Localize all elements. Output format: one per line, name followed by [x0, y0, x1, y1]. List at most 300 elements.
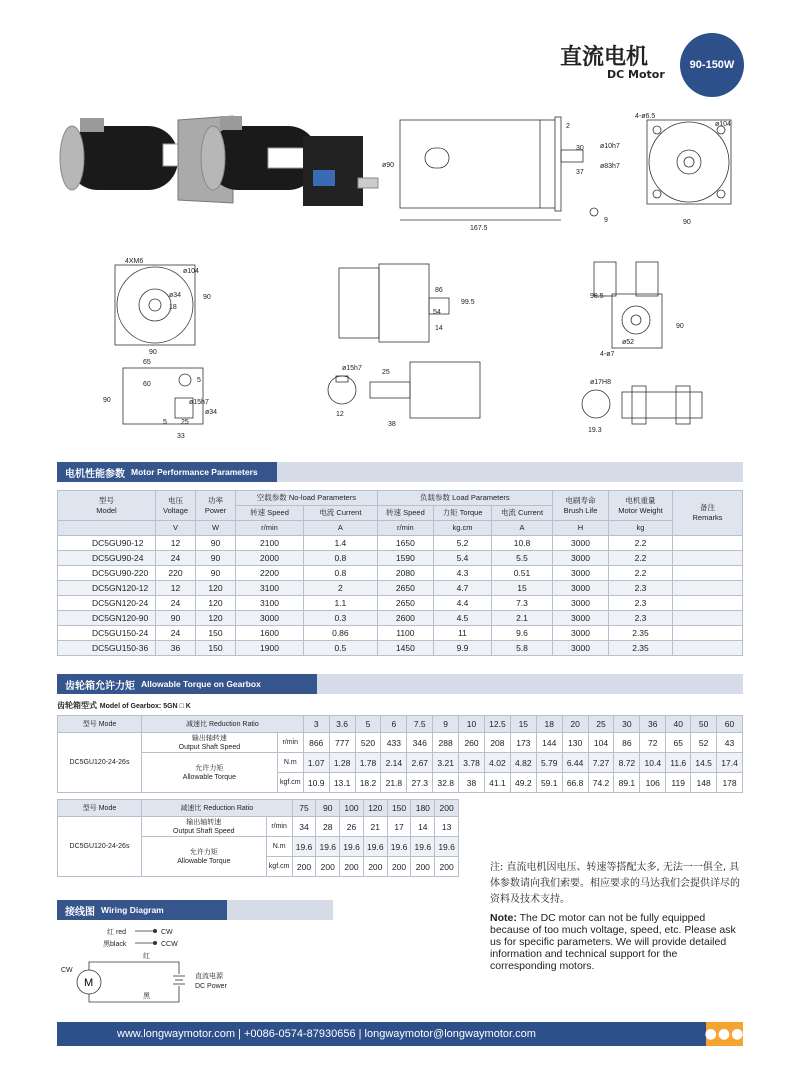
dim-as-90: 90: [676, 323, 684, 330]
t1-head-model: 型号 Mode: [58, 716, 142, 733]
dim-gsb-90: 90: [103, 397, 111, 404]
table-row: [58, 626, 743, 641]
table-cell: 150: [196, 626, 236, 641]
torque-cell: 65: [666, 733, 691, 753]
torque-cell: 10.9: [303, 773, 329, 793]
torque-cell: 21: [363, 817, 387, 837]
torque-cell: 178: [717, 773, 743, 793]
torque-cell: 21.8: [381, 773, 407, 793]
dim-gs-86: 86: [435, 287, 443, 294]
torque-cell: 10.4: [640, 753, 666, 773]
table-cell: 4.5: [433, 611, 491, 626]
remarks-cell: [673, 596, 743, 611]
torque-cell: 8.72: [614, 753, 640, 773]
torque-cell: 25: [588, 716, 614, 733]
table-cell: DC5GN120-24: [58, 596, 156, 611]
torque-cell: 288: [433, 733, 459, 753]
torque-cell: 5: [355, 716, 381, 733]
remarks-cell: [673, 551, 743, 566]
table-cell: 0.8: [304, 566, 378, 581]
drawing-motor-front: [635, 112, 745, 232]
torque-cell: 6.44: [562, 753, 588, 773]
power-range-badge: 90-150W: [680, 33, 744, 97]
table-row: [58, 566, 743, 581]
table-cell: 0.3: [304, 611, 378, 626]
perf-head-remarks: 备注 Remarks: [673, 491, 743, 536]
torque-cell: 41.1: [484, 773, 510, 793]
footer-contact: www.longwaymotor.com | +0086-0574-87930656 | longwaymotor@longwaymotor.com: [57, 1022, 743, 1046]
dim-d1-phi83: ø83h7: [600, 163, 620, 170]
torque-cell: 50: [691, 716, 717, 733]
torque-cell: 17: [387, 817, 411, 837]
table-cell: 3000: [553, 596, 609, 611]
table-cell: 90: [196, 551, 236, 566]
dim-d1-37: 37: [576, 169, 584, 176]
product-photos: [58, 108, 388, 218]
table-cell: 5.4: [433, 551, 491, 566]
torque-cell: 150: [387, 800, 411, 817]
perf-unit-blank: [58, 521, 156, 536]
torque-cell: 7.5: [407, 716, 433, 733]
table-cell: DC5GU90-220: [58, 566, 156, 581]
table-cell: 0.86: [304, 626, 378, 641]
perf-unit-rmin2: r/min: [377, 521, 433, 536]
torque-cell: 89.1: [614, 773, 640, 793]
torque-cell: 19.6: [316, 837, 340, 857]
torque-cell: 260: [459, 733, 485, 753]
torque-cell: 36: [640, 716, 666, 733]
table-cell: 0.51: [492, 566, 553, 581]
torque-cell: 7.27: [588, 753, 614, 773]
torque-cell: 3: [303, 716, 329, 733]
table-cell: 0.8: [304, 551, 378, 566]
dim-gsb-60: 60: [143, 381, 151, 388]
torque-cell: 346: [407, 733, 433, 753]
table-cell: 2650: [377, 596, 433, 611]
dim-gs-54: 54: [433, 309, 441, 316]
perf-section-bar: [57, 462, 277, 482]
t1-model: DC5GU120-24-26s: [58, 733, 142, 793]
table-cell: 90: [156, 611, 196, 626]
table-cell: 3000: [553, 551, 609, 566]
table-cell: 3000: [236, 611, 304, 626]
dim-gsb-5: 5: [197, 377, 201, 384]
dim-g-104: ø104: [183, 268, 199, 275]
table-cell: 12: [156, 536, 196, 551]
perf-section-cn: 电机性能参数: [65, 468, 125, 480]
perf-unit-rmin: r/min: [236, 521, 304, 536]
torque-cell: 1.07: [303, 753, 329, 773]
perf-section-en: Motor Performance Parameters: [131, 467, 258, 477]
torque-section-cn: 齿轮箱允许力矩: [65, 680, 135, 692]
torque-cell: 6: [381, 716, 407, 733]
wire-red-label: 红 red: [107, 929, 127, 936]
wire-cw-left: CW: [61, 967, 73, 974]
torque-cell: 26: [340, 817, 364, 837]
perf-section-bar-tail: [277, 462, 743, 482]
torque-cell: 17.4: [717, 753, 743, 773]
torque-cell: 14: [411, 817, 435, 837]
dim-gsb-5b: 5: [163, 419, 167, 426]
dim-g-34: ø34: [169, 292, 182, 299]
table-cell: 3000: [553, 626, 609, 641]
dc-power-cn: 直流电源: [195, 973, 223, 980]
table-cell: 7.3: [492, 596, 553, 611]
dim-gsb-25: 25: [181, 419, 189, 426]
torque-cell: 120: [363, 800, 387, 817]
table-cell: 3000: [553, 641, 609, 656]
dim-g-4xm6: 4XM6: [125, 258, 144, 265]
torque-cell: 19.6: [411, 837, 435, 857]
torque-cell: 106: [640, 773, 666, 793]
dim-c-193: 19.3: [588, 427, 602, 434]
torque-section-bar: [57, 674, 317, 694]
table-cell: 1.1: [304, 596, 378, 611]
torque-cell: 148: [691, 773, 717, 793]
perf-unit-v: V: [156, 521, 196, 536]
torque-cell: 200: [316, 857, 340, 877]
table-cell: 4.4: [433, 596, 491, 611]
torque-cell: 10: [459, 716, 485, 733]
dim-sd-15h7: ø15h7: [342, 365, 362, 372]
torque-cell: 777: [329, 733, 355, 753]
t1-head-ratio: 减速比 Reduction Ratio: [142, 716, 304, 733]
table-cell: 5.8: [492, 641, 553, 656]
table-cell: 1590: [377, 551, 433, 566]
table-cell: 2100: [236, 536, 304, 551]
drawing-assembly-side: [588, 258, 688, 358]
table-cell: 3000: [553, 581, 609, 596]
table-row: [58, 641, 743, 656]
torque-cell: 30: [614, 716, 640, 733]
torque-cell: 520: [355, 733, 381, 753]
torque-section-en: Allowable Torque on Gearbox: [141, 679, 261, 689]
torque-cell: 18: [536, 716, 562, 733]
dim-d1-1675: 167.5: [470, 225, 488, 232]
t1-label-torque: 允许力矩 Allowable Torque: [142, 753, 278, 793]
perf-unit-a2: A: [492, 521, 553, 536]
torque-cell: 90: [316, 800, 340, 817]
dim-front-90: 90: [683, 219, 691, 226]
gearbox-subtitle: 齿轮箱型式 Model of Gearbox: 5GN □ K: [57, 701, 191, 710]
perf-unit-w: W: [196, 521, 236, 536]
t1-unit-rmin: r/min: [277, 733, 303, 753]
table-cell: 2: [304, 581, 378, 596]
torque-cell: 3.78: [459, 753, 485, 773]
dim-d1-9: 9: [604, 217, 608, 224]
table-cell: 2650: [377, 581, 433, 596]
perf-head-torque: 力矩 Torque: [433, 506, 491, 521]
dim-d1-phi90: ø90: [382, 162, 395, 169]
t2-head-model: 型号 Mode: [58, 800, 142, 817]
wire-black-label: 黑black: [103, 941, 127, 948]
table-cell: 1100: [377, 626, 433, 641]
table-cell: 120: [196, 581, 236, 596]
dim-gs-995: 99.5: [461, 299, 475, 306]
table-cell: 3000: [553, 611, 609, 626]
torque-cell: 86: [614, 733, 640, 753]
dim-as-4phi7: 4-ø7: [600, 351, 615, 358]
table-cell: 36: [156, 641, 196, 656]
perf-head-noload: 空载参数 No-load Parameters: [236, 491, 378, 506]
table-cell: 1900: [236, 641, 304, 656]
table-cell: 9.6: [492, 626, 553, 641]
torque-cell: 4.82: [510, 753, 536, 773]
torque-cell: 20: [562, 716, 588, 733]
table-cell: 220: [156, 566, 196, 581]
table-row: [58, 551, 743, 566]
table-cell: 24: [156, 596, 196, 611]
dim-gsb-34: ø34: [205, 409, 218, 416]
t2-model: DC5GU120-24-26s: [58, 817, 142, 877]
table-row: [58, 581, 743, 596]
perf-head-brush: 电刷寿命 Brush Life: [553, 491, 609, 521]
t2-unit-nm: N.m: [266, 837, 292, 857]
table-cell: 2.1: [492, 611, 553, 626]
table-cell: 2.2: [609, 566, 673, 581]
torque-cell: 72: [640, 733, 666, 753]
perf-unit-kg: kg: [609, 521, 673, 536]
torque-cell: 14.5: [691, 753, 717, 773]
wire-red-short: 红: [143, 953, 150, 960]
dim-g-90v: 90: [203, 294, 211, 301]
torque-cell: 74.2: [588, 773, 614, 793]
torque-cell: 38: [459, 773, 485, 793]
perf-unit-kgcm: kg.cm: [433, 521, 491, 536]
drawing-gearbox-front: [105, 255, 225, 355]
page-subtitle: DC Motor: [607, 68, 665, 81]
torque-cell: 200: [411, 857, 435, 877]
remarks-cell: [673, 611, 743, 626]
torque-cell: 866: [303, 733, 329, 753]
table-cell: 10.8: [492, 536, 553, 551]
perf-unit-a: A: [304, 521, 378, 536]
wire-black-short: 黑: [143, 993, 150, 1000]
t2-label-torque: 允许力矩 Allowable Torque: [142, 837, 267, 877]
torque-table-1: [57, 715, 743, 793]
perf-head-voltage: 电压 Voltage: [156, 491, 196, 521]
t1-unit-kgf: kgf.cm: [277, 773, 303, 793]
dim-g-90h: 90: [149, 349, 157, 355]
torque-cell: 130: [562, 733, 588, 753]
table-cell: 120: [196, 611, 236, 626]
torque-cell: 200: [435, 800, 459, 817]
table-cell: 5.2: [433, 536, 491, 551]
remarks-cell: [673, 536, 743, 551]
torque-cell: 173: [510, 733, 536, 753]
perf-unit-h: H: [553, 521, 609, 536]
remarks-cell: [673, 641, 743, 656]
torque-cell: 19.6: [363, 837, 387, 857]
torque-cell: 49.2: [510, 773, 536, 793]
table-cell: 2.3: [609, 596, 673, 611]
torque-cell: 9: [433, 716, 459, 733]
table-cell: DC5GN120-90: [58, 611, 156, 626]
torque-cell: 11.6: [666, 753, 691, 773]
table-cell: 5.5: [492, 551, 553, 566]
table-cell: 2.35: [609, 641, 673, 656]
dim-front-holes: 4-ø6.5: [635, 113, 656, 120]
torque-cell: 43: [717, 733, 743, 753]
dim-gsb-33: 33: [177, 433, 185, 440]
footer-dots: ●●●: [706, 1022, 743, 1046]
table-row: [58, 596, 743, 611]
wiring-section-cn: 接线图: [65, 906, 95, 918]
torque-cell: 200: [435, 857, 459, 877]
table-cell: DC5GN120-12: [58, 581, 156, 596]
perf-head-weight: 电机重量 Motor Weight: [609, 491, 673, 521]
dim-gsb-65: 65: [143, 359, 151, 366]
torque-cell: 66.8: [562, 773, 588, 793]
torque-cell: 34: [292, 817, 316, 837]
dim-gs-14: 14: [435, 325, 443, 332]
dim-sd-38: 38: [388, 421, 396, 428]
table-cell: 3100: [236, 596, 304, 611]
dim-as-52: ø52: [622, 339, 635, 346]
torque-cell: 200: [340, 857, 364, 877]
torque-cell: 40: [666, 716, 691, 733]
dim-d1-2: 2: [566, 123, 570, 130]
dim-sd-25: 25: [382, 369, 390, 376]
perf-head-power: 功率 Power: [196, 491, 236, 521]
torque-cell: 13: [435, 817, 459, 837]
table-cell: DC5GU150-36: [58, 641, 156, 656]
torque-cell: 27.3: [407, 773, 433, 793]
table-cell: 2600: [377, 611, 433, 626]
perf-head-model: 型号 Model: [58, 491, 156, 521]
drawing-gearbox-side: [335, 262, 495, 352]
table-cell: 12: [156, 581, 196, 596]
dim-d1-30: 30: [576, 145, 584, 152]
torque-cell: 104: [588, 733, 614, 753]
t1-unit-nm: N.m: [277, 753, 303, 773]
dim-sd-12: 12: [336, 411, 344, 418]
page-title: 直流电机: [560, 45, 649, 70]
wiring-diagram: [57, 922, 267, 1014]
torque-cell: 1.78: [355, 753, 381, 773]
torque-cell: 2.14: [381, 753, 407, 773]
table-row: [58, 536, 743, 551]
table-cell: 3100: [236, 581, 304, 596]
dim-g-18: 18: [169, 304, 177, 311]
table-cell: DC5GU90-12: [58, 536, 156, 551]
table-cell: 2.3: [609, 581, 673, 596]
performance-table: [57, 490, 743, 656]
torque-cell: 19.6: [387, 837, 411, 857]
table-cell: 0.5: [304, 641, 378, 656]
remarks-cell: [673, 626, 743, 641]
torque-cell: 12.5: [484, 716, 510, 733]
table-cell: 150: [196, 641, 236, 656]
wiring-section-en: Wiring Diagram: [101, 905, 164, 915]
table-cell: 2000: [236, 551, 304, 566]
torque-cell: 2.67: [407, 753, 433, 773]
table-cell: 24: [156, 551, 196, 566]
torque-cell: 19.6: [292, 837, 316, 857]
t2-unit-kgf: kgf.cm: [266, 857, 292, 877]
t2-label-speed: 输出轴转速 Output Shaft Speed: [142, 817, 267, 837]
drawing-motor-side: [380, 112, 640, 232]
remarks-cell: [673, 566, 743, 581]
table-cell: 3000: [553, 566, 609, 581]
torque-cell: 200: [292, 857, 316, 877]
torque-cell: 18.2: [355, 773, 381, 793]
table-cell: 9.9: [433, 641, 491, 656]
dim-d1-phi10: ø10h7: [600, 143, 620, 150]
torque-cell: 3.6: [329, 716, 355, 733]
table-cell: 90: [196, 566, 236, 581]
table-row: [58, 611, 743, 626]
perf-head-load: 负载参数 Load Parameters: [377, 491, 552, 506]
t1-label-speed: 输出轴转速 Output Shaft Speed: [142, 733, 278, 753]
torque-cell: 75: [292, 800, 316, 817]
table-cell: 2080: [377, 566, 433, 581]
torque-cell: 4.02: [484, 753, 510, 773]
torque-table-2: [57, 799, 459, 877]
torque-cell: 3.21: [433, 753, 459, 773]
perf-head-current: 电流 Current: [304, 506, 378, 521]
table-cell: 2.2: [609, 551, 673, 566]
drawing-coupling: [578, 378, 708, 438]
torque-cell: 5.79: [536, 753, 562, 773]
table-cell: 2.35: [609, 626, 673, 641]
dc-power-en: DC Power: [195, 983, 227, 990]
table-cell: 4.3: [433, 566, 491, 581]
wire-ccw-label: CCW: [161, 941, 178, 948]
note-english: Note: The DC motor can not be fully equipped because of too much voltage, speed, etc. Please ask us for specific parameters. We will provide detailed information and technical support for the corresponding motors.: [490, 912, 736, 972]
wiring-section-bar: [57, 900, 227, 920]
torque-cell: 15: [510, 716, 536, 733]
dim-c-17h8: ø17H8: [590, 379, 612, 386]
perf-head-speed: 转速 Speed: [236, 506, 304, 521]
torque-cell: 52: [691, 733, 717, 753]
dim-gsb-15h7: ø15h7: [189, 399, 209, 406]
table-cell: 24: [156, 626, 196, 641]
torque-cell: 180: [411, 800, 435, 817]
torque-cell: 433: [381, 733, 407, 753]
torque-cell: 100: [340, 800, 364, 817]
table-cell: 15: [492, 581, 553, 596]
torque-cell: 19.6: [435, 837, 459, 857]
torque-cell: 208: [484, 733, 510, 753]
table-cell: 90: [196, 536, 236, 551]
torque-cell: 19.6: [340, 837, 364, 857]
table-cell: 1.4: [304, 536, 378, 551]
torque-cell: 200: [363, 857, 387, 877]
torque-section-bar-tail: [317, 674, 743, 694]
perf-head-lspeed: 转速 Speed: [377, 506, 433, 521]
table-cell: 3000: [553, 536, 609, 551]
torque-cell: 144: [536, 733, 562, 753]
remarks-cell: [673, 581, 743, 596]
torque-cell: 60: [717, 716, 743, 733]
drawing-shaft-detail: [320, 360, 490, 430]
torque-cell: 32.8: [433, 773, 459, 793]
wire-cw-label: CW: [161, 929, 173, 936]
perf-head-lcurrent: 电流 Current: [492, 506, 553, 521]
torque-cell: 13.1: [329, 773, 355, 793]
perf-body: [58, 536, 743, 656]
table-cell: 1450: [377, 641, 433, 656]
torque-cell: 1.28: [329, 753, 355, 773]
dim-front-104: ø104: [715, 121, 731, 128]
torque-cell: 59.1: [536, 773, 562, 793]
torque-cell: 28: [316, 817, 340, 837]
drawing-gear-shaft: [103, 356, 233, 446]
table-cell: DC5GU90-24: [58, 551, 156, 566]
table-cell: DC5GU150-24: [58, 626, 156, 641]
t2-head-ratio: 减速比 Reduction Ratio: [142, 800, 293, 817]
